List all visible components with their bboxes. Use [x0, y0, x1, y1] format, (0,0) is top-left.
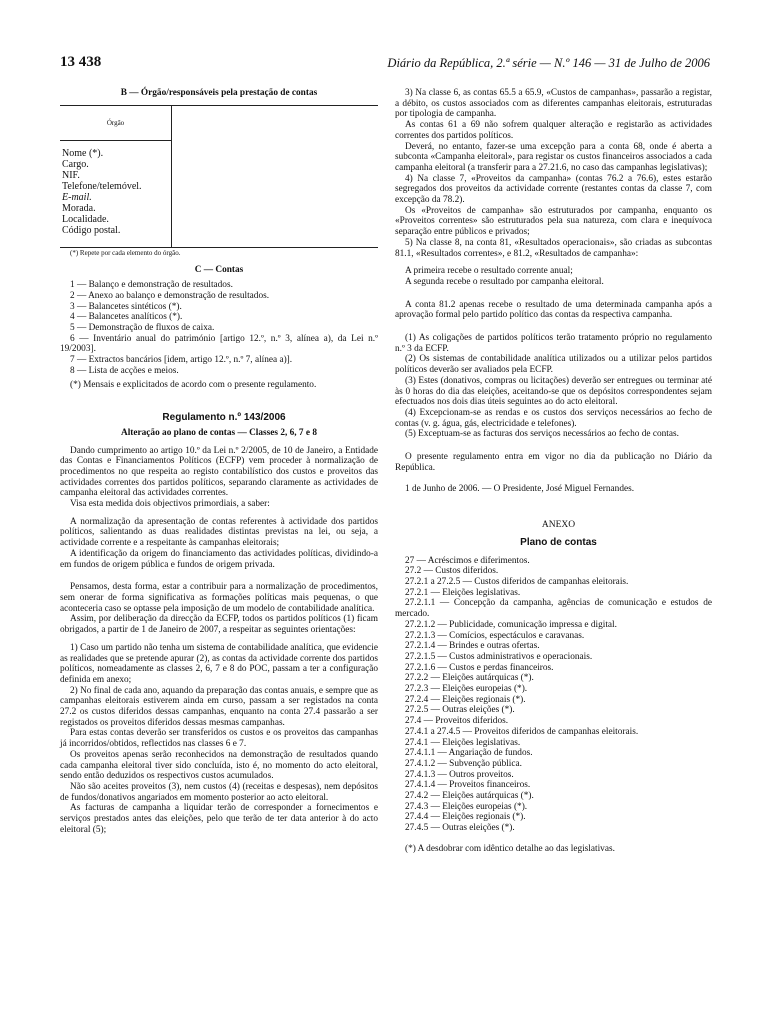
list-item: 8 — Lista de acções e meios.	[70, 365, 179, 376]
footnote: (3) Estes (donativos, compras ou licitações) deverão ser entregues ou terminar até às 0 horas do dia das eleições, aceitando-se que os depósitos correspondentes sejam efectuados nos dois dias úteis seguintes ao do acto eleitoral.	[395, 375, 712, 408]
list-item: 5 — Demonstração de fluxos de caixa.	[70, 322, 215, 333]
paragraph: A conta 81.2 apenas recebe o resultado de uma determinada campanha após a aprovação formal pelo partido político das contas da respectiva campanha.	[395, 299, 712, 321]
paragraph: 4) Na classe 7, «Proveitos da campanha» (contas 76.2 a 76.6), estes estarão segregados dos proveitos da actividade corrente (restantes contas da classe 7, com excepção da 78.2).	[395, 173, 712, 206]
section-b-title: B — Órgão/responsáveis pela prestação de contas	[120, 88, 318, 98]
list-item: 27.2.1.5 — Custos administrativos e operacionais.	[405, 651, 593, 662]
result-line: A primeira recebe o resultado corrente anual;	[405, 266, 573, 277]
paragraph: Deverá, no entanto, fazer-se uma excepção para a conta 68, onde é aberta a subconta «Campanha eleitoral», para registar os custos financeiros associados a cada campanha eleitoral (a transferir para a 27.21.6, no caso das campanhas legislativas);	[395, 141, 712, 173]
list-item: 27.2.5 — Outras eleições (*).	[405, 705, 515, 716]
contas-list	[60, 280, 378, 376]
paragraph: As facturas de campanha a liquidar terão de corresponder a fornecimentos e serviços prestados antes das eleições, pelo que terão de ter data anterior à do acto eleitoral (5);	[60, 803, 378, 835]
annex-title: ANEXO	[541, 520, 576, 531]
paragraph: Pensamos, desta forma, estar a contribuir para a normalização de procedimentos, sem onerar de forma significativa as formações políticas mais pequenas, o que aconteceria caso se optasse pela imposição de um modelo de contabilidade analítica.	[60, 582, 378, 614]
paragraph: 2) No final de cada ano, aquando da preparação das contas anuais, e sempre que as campanhas eleitorais estiverem ainda em curso, passam a ser registados na conta 27.2 os custos diferidos dessas campanhas, enquanto na conta 27.4 passarão a ser registados os proveitos diferidos dessas mesmas campanhas.	[60, 685, 378, 728]
paragraph: Para estas contas deverão ser transferidos os custos e os proveitos das campanhas já incorridos/obtidos, reflectidos nas classes 6 e 7.	[60, 728, 378, 750]
list-item: 27.4.1 — Eleições legislativas.	[405, 737, 521, 748]
plan-note: (*) A desdobrar com idêntico detalhe ao das legislativas.	[405, 843, 615, 854]
list-item: 27.2.1.6 — Custos e perdas financeiros.	[405, 662, 554, 673]
plan-title: Plano de contas	[520, 536, 597, 548]
list-item: 2 — Anexo ao balanço e demonstração de resultados.	[70, 290, 270, 301]
regulation-title: Regulamento n.º 143/2006	[162, 412, 286, 424]
list-item: 27 — Acréscimos e diferimentos.	[405, 555, 530, 566]
list-item: 27.4.2 — Eleições autárquicas (*).	[405, 791, 534, 802]
list-item: 27.4.1.1 — Angariação de fundos.	[405, 748, 533, 759]
field-item: Código postal.	[62, 224, 121, 236]
footnote: (4) Excepcionam-se as rendas e os custos dos serviços necessários ao fecho de contas (v. g. água, gás, electricidade e telefones).	[395, 407, 712, 429]
org-label: Órgão	[106, 118, 125, 127]
page-number: 13 438	[60, 54, 102, 70]
field-item: Telefone/telemóvel.	[62, 180, 142, 192]
list-item: 27.2.4 — Eleições regionais (*).	[405, 694, 526, 705]
footnote: (1) As coligações de partidos políticos terão tratamento próprio no regulamento n.º 3 da ECFP.	[395, 333, 712, 354]
paragraph: 5) Na classe 8, na conta 81, «Resultados operacionais», são criadas as subcontas 81.1, «Resultados correntes», e 81.2, «Resultados de campanha»:	[395, 237, 712, 259]
paragraph: Assim, por deliberação da direcção da ECFP, todos os partidos políticos (1) ficam obrigados, a partir de 1 de Janeiro de 2007, a respeitar as seguintes orientações:	[60, 614, 378, 636]
paragraph: A normalização da apresentação de contas referentes à actividade dos partidos políticos, salientando as duas realidades distintas previstas na lei, ou seja, a actividade corrente e a respeitante às campanhas eleitorais;	[60, 516, 378, 549]
list-item: 1 — Balanço e demonstração de resultados.	[70, 280, 233, 291]
org-table	[60, 105, 378, 248]
list-item: 27.4.4 — Eleições regionais (*).	[405, 812, 526, 823]
paragraph: Não são aceites proveitos (3), nem custos (4) (receitas e despesas), nem depósitos de fundos/donativos angariados em momento posterior ao acto eleitoral.	[60, 781, 378, 803]
paragraph: Os proveitos apenas serão reconhecidos na demonstração de resultados quando cada campanha eleitoral tiver sido concluída, isto é, no momento do acto eleitoral, sendo então deduzidos os respectivos custos acumulados.	[60, 749, 378, 782]
list-item: 27.4.5 — Outras eleições (*).	[405, 823, 515, 834]
list-item: 27.4.1 a 27.4.5 — Proveitos diferidos de campanhas eleitorais.	[405, 726, 639, 737]
footnote: (2) Os sistemas de contabilidade analítica utilizados ou a utilizar pelos partidos políticos deverão ser avaliados pela ECFP.	[395, 354, 712, 376]
list-item: 27.2.1 — Eleições legislativas.	[405, 587, 521, 598]
field-item: NIF.	[62, 169, 80, 181]
right-column	[395, 88, 712, 855]
field-item: Localidade.	[62, 213, 109, 225]
left-column	[60, 88, 378, 835]
org-footnote: (*) Repete por cada elemento do órgão.	[70, 248, 181, 257]
paragraph: Os «Proveitos de campanha» são estruturados por campanha, enquanto os «Proveitos correntes» são estruturados pela sua natureza, com clara e inequívoca separação entre públicos e privados;	[395, 205, 712, 238]
list-item: 3 — Balancetes sintéticos (*).	[70, 301, 182, 312]
field-item: Morada.	[62, 202, 96, 214]
plan-list	[395, 556, 712, 834]
list-item: 7 — Extractos bancários [idem, artigo 12.º, n.º 7, alínea a)].	[70, 355, 293, 366]
list-item: 27.4 — Proveitos diferidos.	[405, 716, 509, 727]
contas-note: (*) Mensais e explicitados de acordo com o presente regulamento.	[70, 380, 317, 391]
field-item: Cargo.	[62, 158, 89, 170]
list-item: 27.2 — Custos diferidos.	[405, 566, 499, 577]
list-item: 27.2.2 — Eleições autárquicas (*).	[405, 673, 534, 684]
list-item: 27.2.1.4 — Brindes e outras ofertas.	[405, 641, 540, 652]
list-item: 6 — Inventário anual do património [artigo 12.º, n.º 3, alínea a), da Lei n.º 19/2003].	[60, 333, 378, 355]
org-fields	[62, 148, 142, 236]
field-item: Nome (*).	[62, 147, 104, 159]
list-item: 27.4.1.4 — Proveitos financeiros.	[405, 780, 531, 791]
signature: 1 de Junho de 2006. — O Presidente, José Miguel Fernandes.	[405, 483, 635, 494]
result-line: A segunda recebe o resultado por campanha eleitoral.	[405, 276, 604, 287]
list-item: 27.2.3 — Eleições europeias (*).	[405, 684, 528, 695]
paragraph: 1) Caso um partido não tenha um sistema de contabilidade analítica, que evidencie as realidades que se pretende apurar (2), as contas da actividade corrente dos partidos políticos, nomeadamente as classes 2, 6, 7 e 8 do POC, passam a ter a configuração definida em anexo;	[60, 642, 378, 685]
footnote: (5) Exceptuam-se as facturas dos serviços necessários ao fecho de contas.	[405, 429, 679, 440]
field-item: E-mail.	[62, 191, 92, 203]
list-item: 27.4.1.3 — Outros proveitos.	[405, 769, 514, 780]
list-item: 27.2.1.2 — Publicidade, comunicação impressa e digital.	[405, 619, 617, 630]
list-item: 27.4.1.2 — Subvenção pública.	[405, 758, 522, 769]
list-item: 27.2.1.1 — Concepção da campanha, agências de comunicação e estudos de mercado.	[395, 598, 712, 620]
paragraph: 3) Na classe 6, as contas 65.5 a 65.9, «Custos de campanhas», passarão a registar, a débito, os custos associados com as diferentes campanhas eleitorais, estruturadas por tipologia de campanha.	[395, 88, 712, 120]
paragraph: As contas 61 a 69 não sofrem qualquer alteração e registarão as actividades correntes dos partidos políticos.	[395, 120, 712, 141]
list-item: 27.2.1.3 — Comícios, espectáculos e caravanas.	[405, 630, 585, 641]
paragraph: Visa esta medida dois objectivos primordiais, a saber:	[70, 499, 270, 510]
journal-header: Diário da República, 2.ª série — N.º 146 — 31 de Julho de 2006	[387, 56, 710, 70]
regulation-subtitle: Alteração ao plano de contas — Classes 2, 6, 7 e 8	[121, 427, 317, 438]
section-c-title: C — Contas	[194, 265, 244, 276]
list-item: 4 — Balancetes analíticos (*).	[70, 312, 183, 323]
list-item: 27.2.1 a 27.2.5 — Custos diferidos de campanhas eleitorais.	[405, 577, 629, 588]
paragraph: Dando cumprimento ao artigo 10.º da Lei n.º 2/2005, de 10 de Janeiro, a Entidade das Contas e Financiamentos Políticos (ECFP) vem proceder à normalização de procedimentos no que respeita ao registo contabilístico dos custos e proveitos das actividades correntes dos partidos políticos, separando claramente as actividades de campanha eleitoral das actividades correntes.	[60, 445, 378, 499]
list-item: 27.4.3 — Eleições europeias (*).	[405, 801, 528, 812]
paragraph: A identificação da origem do financiamento das actividades políticas, dividindo-a em fundos de origem pública e fundos de origem privada.	[60, 548, 378, 570]
vigor-paragraph: O presente regulamento entra em vigor no dia da publicação no Diário da República.	[395, 452, 712, 473]
